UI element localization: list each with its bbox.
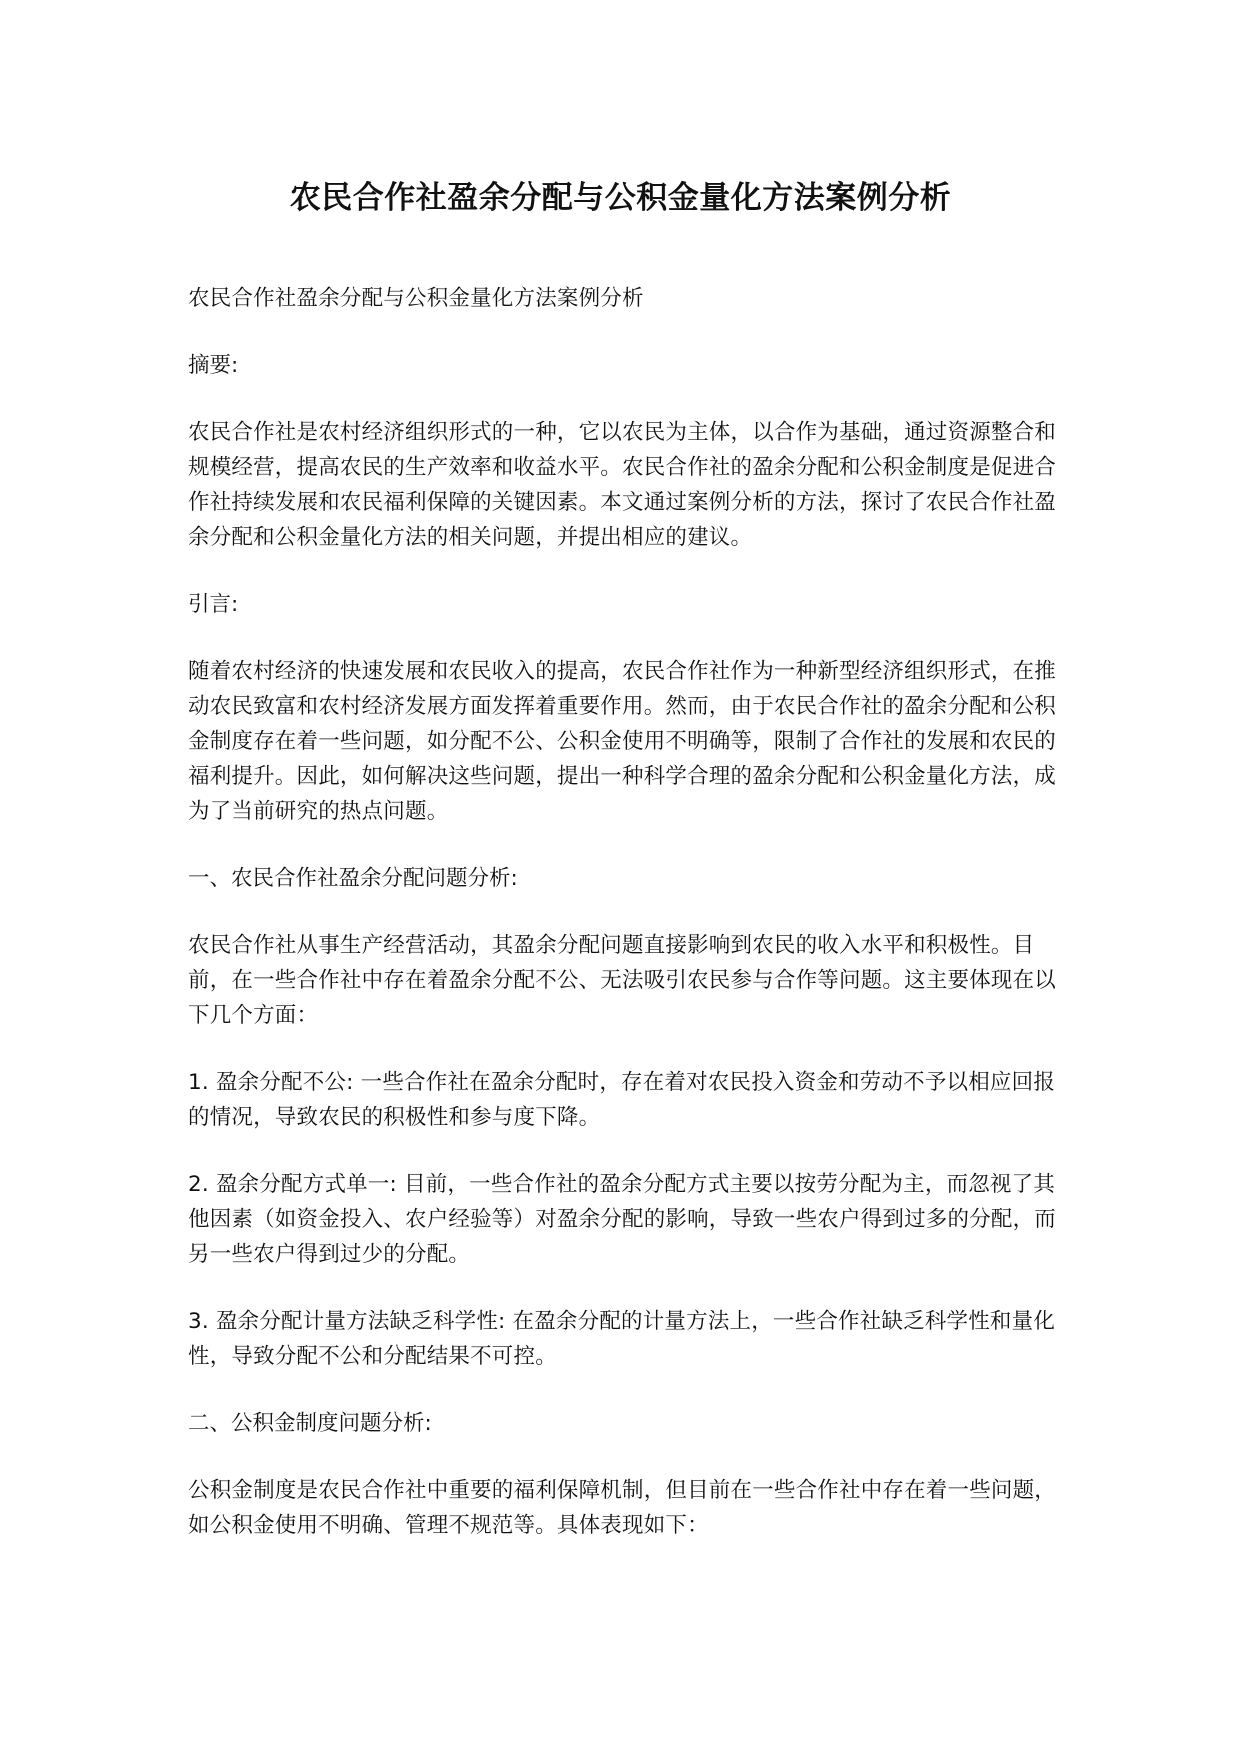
intro-paragraph: 随着农村经济的快速发展和农民收入的提高，农民合作社作为一种新型经济组织形式，在推动农民致富和农村经济发展方面发挥着重要作用。然而，由于农民合作社的盈余分配和公积金制度存在着一些问题，如分配不公、公积金使用不明确等，限制了合作社的发展和农民的福利提升。因此，如何解决这些问题，提出一种科学合理的盈余分配和公积金量化方法，成为了当前研究的热点问题。: [188, 659, 1057, 824]
section1-heading: 一、农民合作社盈余分配问题分析:: [188, 866, 518, 891]
list-item-2: 2. 盈余分配方式单一: 目前，一些合作社的盈余分配方式主要以按劳分配为主，而忽视了其他因素（如资金投入、农户经验等）对盈余分配的影响，导致一些农户得到过多的分配，而另一些农户得到过少的分配。: [188, 1172, 1057, 1267]
section2-heading: 二、公积金制度问题分析:: [188, 1411, 432, 1436]
section1-paragraph: 农民合作社从事生产经营活动，其盈余分配问题直接影响到农民的收入水平和积极性。目前，在一些合作社中存在着盈余分配不公、无法吸引农民参与合作等问题。这主要体现在以下几个方面：: [188, 933, 1057, 1028]
abstract-paragraph: 农民合作社是农村经济组织形式的一种，它以农民为主体，以合作为基础，通过资源整合和规模经营，提高农民的生产效率和收益水平。农民合作社的盈余分配和公积金制度是促进合作社持续发展和农民福利保障的关键因素。本文通过案例分析的方法，探讨了农民合作社盈余分配和公积金量化方法的相关问题，并提出相应的建议。: [188, 420, 1057, 550]
document-body: [188, 281, 1070, 1575]
section2-paragraph: 公积金制度是农民合作社中重要的福利保障机制，但目前在一些合作社中存在着一些问题，如公积金使用不明确、管理不规范等。具体表现如下：: [188, 1478, 1057, 1538]
subtitle: 农民合作社盈余分配与公积金量化方法案例分析: [188, 286, 644, 311]
abstract-heading: 摘要:: [188, 353, 239, 378]
list-item-1: 1. 盈余分配不公: 一些合作社在盈余分配时，存在着对农民投入资金和劳动不予以相应回报的情况，导致农民的积极性和参与度下降。: [188, 1070, 1056, 1130]
list-item-3: 3. 盈余分配计量方法缺乏科学性: 在盈余分配的计量方法上，一些合作社缺乏科学性和量化性，导致分配不公和分配结果不可控。: [188, 1309, 1056, 1369]
intro-heading: 引言:: [188, 592, 239, 617]
document-title: 农民合作社盈余分配与公积金量化方法案例分析: [289, 180, 952, 216]
